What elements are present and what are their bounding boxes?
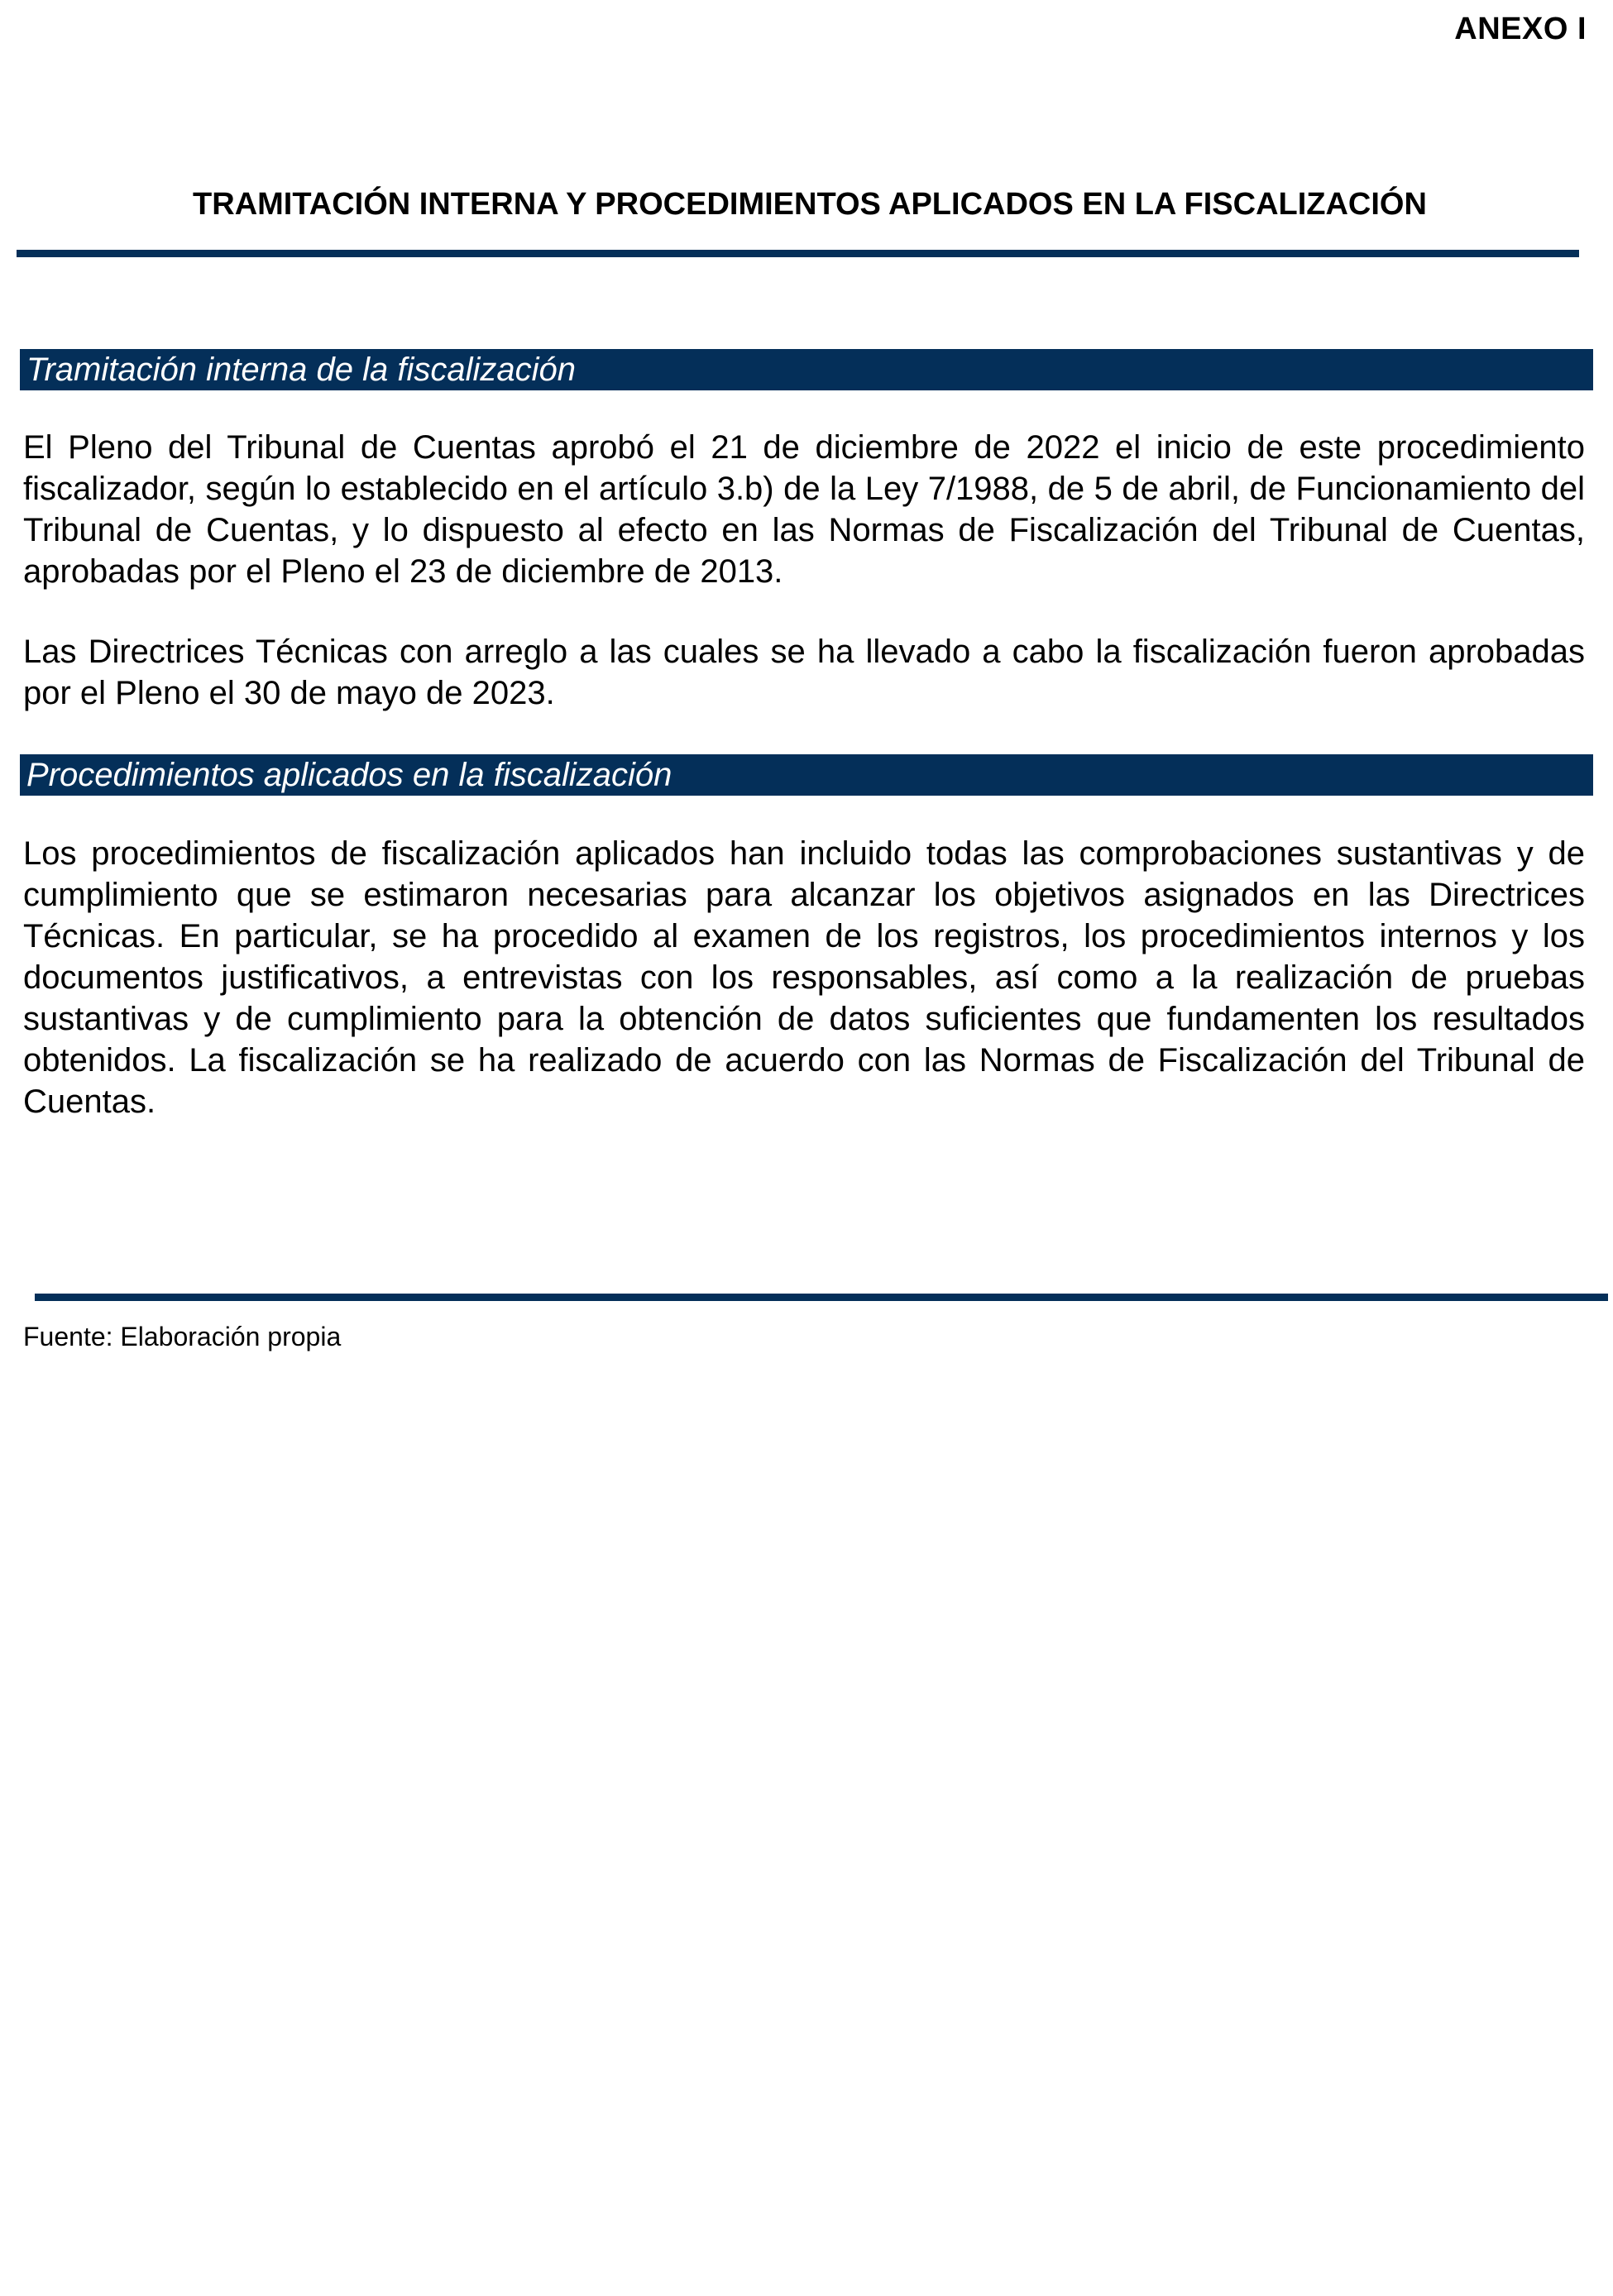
title-divider (17, 250, 1579, 257)
section-heading-tramitacion: Tramitación interna de la fiscalización (20, 349, 1593, 390)
paragraph-procedimientos-aplicados: Los procedimientos de fiscalización aplicados han incluido todas las comprobaciones sustantivas y de cumplimiento que se estimaron necesarias para alcanzar los objetivos asignados en las Directrices Técnicas. En particular, se ha procedido al examen de los registros, los procedimientos internos y los documentos justificativos, a entrevistas con los responsables, así como a la realización de pruebas sustantivas y de cumplimiento para la obtención de datos suficientes que fundamenten los resultados obtenidos. La fiscalización se ha realizado de acuerdo con las Normas de Fiscalización del Tribunal de Cuentas. (23, 835, 1585, 1120)
source-note: Fuente: Elaboración propia (23, 1322, 342, 1351)
paragraph-inicio-procedimiento: El Pleno del Tribunal de Cuentas aprobó el 21 de diciembre de 2022 el inicio de este procedimiento fiscalizador, según lo establecido en el artículo 3.b) de la Ley 7/1988, de 5 de abril, de Funcionamiento del Tribunal de Cuentas, y lo dispuesto al efecto en las Normas de Fiscalización del Tribunal de Cuentas, aprobadas por el Pleno el 23 de diciembre de 2013. (23, 429, 1585, 590)
page-title: TRAMITACIÓN INTERNA Y PROCEDIMIENTOS APLICADOS EN LA FISCALIZACIÓN (193, 187, 1427, 222)
section-heading-procedimientos: Procedimientos aplicados en la fiscalización (20, 754, 1593, 796)
paragraph-directrices-tecnicas: Las Directrices Técnicas con arreglo a las cuales se ha llevado a cabo la fiscalización fueron aprobadas por el Pleno el 30 de mayo de 2023. (23, 634, 1585, 711)
annex-label: ANEXO I (1454, 12, 1587, 46)
footer-divider (35, 1294, 1608, 1301)
